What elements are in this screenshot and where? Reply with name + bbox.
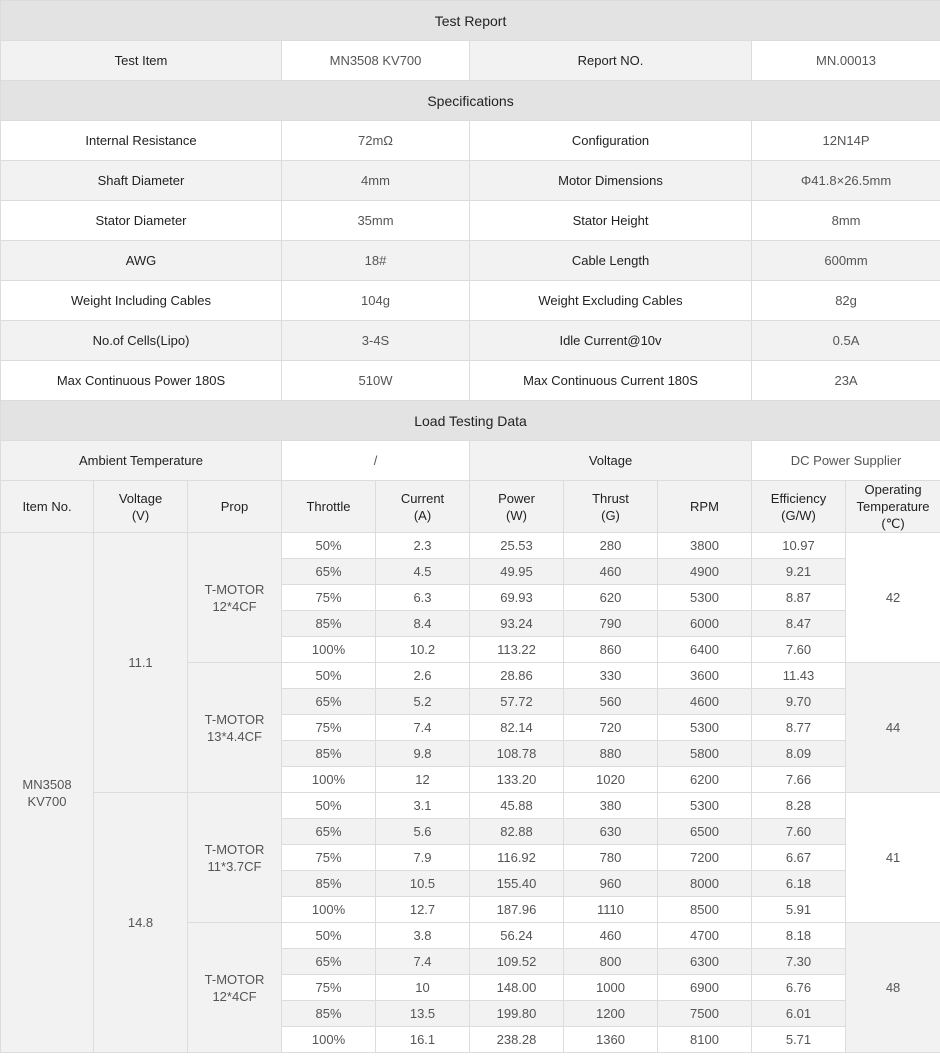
throttle-cell: 75%	[282, 845, 376, 871]
operating-temperature-cell: 44	[846, 663, 940, 793]
rpm-cell: 6300	[658, 949, 752, 975]
power-cell: 69.93	[470, 585, 564, 611]
thrust-cell: 1110	[564, 897, 658, 923]
spec-label: Weight Including Cables	[1, 281, 282, 321]
rpm-cell: 4700	[658, 923, 752, 949]
spec-label: Weight Excluding Cables	[470, 281, 752, 321]
prop-cell-line: 13*4.4CF	[207, 728, 262, 744]
specifications-title: Specifications	[1, 81, 940, 121]
spec-value: 82g	[752, 281, 940, 321]
efficiency-cell: 9.21	[752, 559, 846, 585]
rpm-cell: 5800	[658, 741, 752, 767]
efficiency-cell: 7.60	[752, 819, 846, 845]
prop-cell	[188, 663, 282, 793]
power-cell: 45.88	[470, 793, 564, 819]
power-cell: 109.52	[470, 949, 564, 975]
current-cell: 12	[376, 767, 470, 793]
header-prop: Prop	[188, 481, 282, 533]
throttle-cell: 85%	[282, 1001, 376, 1027]
thrust-cell: 880	[564, 741, 658, 767]
header-thrust-line: Thrust	[592, 490, 629, 506]
rpm-cell: 8000	[658, 871, 752, 897]
spec-label: Stator Height	[470, 201, 752, 241]
spec-label: Max Continuous Power 180S	[1, 361, 282, 401]
efficiency-cell: 8.28	[752, 793, 846, 819]
header-operating-temperature-line: Temperature	[856, 499, 930, 514]
item-no-cell	[1, 533, 94, 1053]
power-cell: 116.92	[470, 845, 564, 871]
rpm-cell: 5300	[658, 585, 752, 611]
efficiency-cell: 8.87	[752, 585, 846, 611]
header-voltage-line: (V)	[131, 507, 150, 523]
thrust-cell: 860	[564, 637, 658, 663]
thrust-cell: 960	[564, 871, 658, 897]
power-cell: 28.86	[470, 663, 564, 689]
current-cell: 2.3	[376, 533, 470, 559]
spec-value: 72mΩ	[282, 121, 470, 161]
test-report-title: Test Report	[1, 1, 940, 41]
rpm-cell: 7500	[658, 1001, 752, 1027]
spec-value: 104g	[282, 281, 470, 321]
header-operating-temperature-line: Operating	[864, 482, 922, 497]
spec-value: Φ41.8×26.5mm	[752, 161, 940, 201]
power-cell: 93.24	[470, 611, 564, 637]
header-current-line: (A)	[413, 507, 432, 523]
efficiency-cell: 8.18	[752, 923, 846, 949]
current-cell: 4.5	[376, 559, 470, 585]
throttle-cell: 65%	[282, 819, 376, 845]
header-operating-temperature	[846, 481, 940, 533]
operating-temperature-cell: 41	[846, 793, 940, 923]
spec-value: 510W	[282, 361, 470, 401]
header-power-line: Power	[498, 490, 535, 506]
table-row	[1, 121, 940, 161]
power-cell: 82.88	[470, 819, 564, 845]
thrust-cell: 630	[564, 819, 658, 845]
header-thrust-line: (G)	[601, 507, 620, 523]
spec-label: Idle Current@10v	[470, 321, 752, 361]
power-cell: 113.22	[470, 637, 564, 663]
throttle-cell: 100%	[282, 1027, 376, 1053]
table-row	[1, 361, 940, 401]
power-cell: 25.53	[470, 533, 564, 559]
thrust-cell: 560	[564, 689, 658, 715]
prop-cell-line: T-MOTOR	[204, 971, 265, 987]
ambient-temperature-value: /	[282, 441, 470, 481]
rpm-cell: 6500	[658, 819, 752, 845]
throttle-cell: 85%	[282, 611, 376, 637]
current-cell: 7.4	[376, 715, 470, 741]
spec-value: 35mm	[282, 201, 470, 241]
voltage-value: DC Power Supplier	[752, 441, 940, 481]
rpm-cell: 6200	[658, 767, 752, 793]
efficiency-cell: 6.18	[752, 871, 846, 897]
throttle-cell: 65%	[282, 949, 376, 975]
thrust-cell: 1360	[564, 1027, 658, 1053]
current-cell: 10.2	[376, 637, 470, 663]
throttle-cell: 75%	[282, 975, 376, 1001]
rpm-cell: 3800	[658, 533, 752, 559]
prop-cell-line: T-MOTOR	[204, 841, 265, 857]
rpm-cell: 6400	[658, 637, 752, 663]
current-cell: 9.8	[376, 741, 470, 767]
current-cell: 13.5	[376, 1001, 470, 1027]
efficiency-cell: 8.47	[752, 611, 846, 637]
spec-label: Stator Diameter	[1, 201, 282, 241]
power-cell: 238.28	[470, 1027, 564, 1053]
current-cell: 5.2	[376, 689, 470, 715]
efficiency-cell: 7.60	[752, 637, 846, 663]
current-cell: 5.6	[376, 819, 470, 845]
table-row	[1, 401, 940, 441]
spec-label: Configuration	[470, 121, 752, 161]
throttle-cell: 75%	[282, 585, 376, 611]
throttle-cell: 100%	[282, 897, 376, 923]
item-no-cell-line: KV700	[27, 793, 67, 809]
rpm-cell: 8100	[658, 1027, 752, 1053]
power-cell: 57.72	[470, 689, 564, 715]
rpm-cell: 4600	[658, 689, 752, 715]
prop-cell-line: 12*4CF	[212, 598, 257, 614]
header-current-line: Current	[400, 490, 445, 506]
table-row	[1, 241, 940, 281]
thrust-cell: 380	[564, 793, 658, 819]
voltage-label: Voltage	[470, 441, 752, 481]
table-row	[1, 533, 940, 559]
thrust-cell: 1000	[564, 975, 658, 1001]
spec-label: No.of Cells(Lipo)	[1, 321, 282, 361]
thrust-cell: 460	[564, 559, 658, 585]
rpm-cell: 6900	[658, 975, 752, 1001]
efficiency-cell: 8.09	[752, 741, 846, 767]
spec-value: 4mm	[282, 161, 470, 201]
ambient-temperature-label: Ambient Temperature	[1, 441, 282, 481]
efficiency-cell: 5.71	[752, 1027, 846, 1053]
table-row	[1, 321, 940, 361]
spec-label: Cable Length	[470, 241, 752, 281]
thrust-cell: 720	[564, 715, 658, 741]
current-cell: 12.7	[376, 897, 470, 923]
voltage-group-cell: 11.1	[94, 533, 188, 793]
header-efficiency-line: Efficiency	[770, 490, 827, 506]
item-no-cell-line: MN3508	[22, 776, 72, 792]
thrust-cell: 780	[564, 845, 658, 871]
current-cell: 3.1	[376, 793, 470, 819]
prop-cell-line: T-MOTOR	[204, 711, 265, 727]
thrust-cell: 1020	[564, 767, 658, 793]
prop-cell	[188, 533, 282, 663]
thrust-cell: 800	[564, 949, 658, 975]
throttle-cell: 50%	[282, 793, 376, 819]
current-cell: 2.6	[376, 663, 470, 689]
header-power-line: (W)	[506, 507, 527, 523]
rpm-cell: 4900	[658, 559, 752, 585]
throttle-cell: 75%	[282, 715, 376, 741]
thrust-cell: 460	[564, 923, 658, 949]
prop-cell-line: 12*4CF	[212, 988, 257, 1004]
header-thrust	[564, 481, 658, 533]
throttle-cell: 65%	[282, 559, 376, 585]
power-cell: 82.14	[470, 715, 564, 741]
operating-temperature-cell: 48	[846, 923, 940, 1053]
table-row	[1, 161, 940, 201]
current-cell: 6.3	[376, 585, 470, 611]
efficiency-cell: 6.01	[752, 1001, 846, 1027]
spec-value: 0.5A	[752, 321, 940, 361]
rpm-cell: 6000	[658, 611, 752, 637]
spec-value: 600mm	[752, 241, 940, 281]
thrust-cell: 280	[564, 533, 658, 559]
throttle-cell: 100%	[282, 767, 376, 793]
spec-label: AWG	[1, 241, 282, 281]
header-rpm: RPM	[658, 481, 752, 533]
header-power	[470, 481, 564, 533]
throttle-cell: 85%	[282, 741, 376, 767]
efficiency-cell: 6.67	[752, 845, 846, 871]
spec-label: Max Continuous Current 180S	[470, 361, 752, 401]
thrust-cell: 1200	[564, 1001, 658, 1027]
spec-value: 12N14P	[752, 121, 940, 161]
header-current	[376, 481, 470, 533]
current-cell: 10.5	[376, 871, 470, 897]
current-cell: 7.4	[376, 949, 470, 975]
spec-label: Internal Resistance	[1, 121, 282, 161]
throttle-cell: 50%	[282, 923, 376, 949]
spec-value: 8mm	[752, 201, 940, 241]
throttle-cell: 65%	[282, 689, 376, 715]
spec-value: 18#	[282, 241, 470, 281]
efficiency-cell: 6.76	[752, 975, 846, 1001]
power-cell: 155.40	[470, 871, 564, 897]
efficiency-cell: 5.91	[752, 897, 846, 923]
rpm-cell: 7200	[658, 845, 752, 871]
header-voltage-line: Voltage	[118, 490, 163, 506]
spec-value: 23A	[752, 361, 940, 401]
throttle-cell: 50%	[282, 533, 376, 559]
rpm-cell: 5300	[658, 715, 752, 741]
efficiency-cell: 7.30	[752, 949, 846, 975]
test-item-value: MN3508 KV700	[282, 41, 470, 81]
power-cell: 108.78	[470, 741, 564, 767]
report-no-label: Report NO.	[470, 41, 752, 81]
header-efficiency	[752, 481, 846, 533]
rpm-cell: 5300	[658, 793, 752, 819]
throttle-cell: 100%	[282, 637, 376, 663]
operating-temperature-cell: 42	[846, 533, 940, 663]
power-cell: 148.00	[470, 975, 564, 1001]
efficiency-cell: 7.66	[752, 767, 846, 793]
power-cell: 187.96	[470, 897, 564, 923]
current-cell: 16.1	[376, 1027, 470, 1053]
test-item-label: Test Item	[1, 41, 282, 81]
throttle-cell: 50%	[282, 663, 376, 689]
voltage-group-cell: 14.8	[94, 793, 188, 1053]
prop-cell-line: 11*3.7CF	[207, 858, 262, 874]
table-row	[1, 201, 940, 241]
header-item-no: Item No.	[1, 481, 94, 533]
header-operating-temperature-line: (℃)	[881, 516, 905, 531]
power-cell: 199.80	[470, 1001, 564, 1027]
header-throttle: Throttle	[282, 481, 376, 533]
current-cell: 8.4	[376, 611, 470, 637]
table-row	[1, 793, 940, 819]
table-row	[1, 281, 940, 321]
efficiency-cell: 8.77	[752, 715, 846, 741]
thrust-cell: 790	[564, 611, 658, 637]
throttle-cell: 85%	[282, 871, 376, 897]
load-testing-title: Load Testing Data	[1, 401, 940, 441]
power-cell: 133.20	[470, 767, 564, 793]
table-row	[1, 481, 940, 533]
table-row	[1, 441, 940, 481]
power-cell: 56.24	[470, 923, 564, 949]
report-no-value: MN.00013	[752, 41, 940, 81]
current-cell: 10	[376, 975, 470, 1001]
efficiency-cell: 9.70	[752, 689, 846, 715]
spec-value: 3-4S	[282, 321, 470, 361]
thrust-cell: 330	[564, 663, 658, 689]
efficiency-cell: 10.97	[752, 533, 846, 559]
power-cell: 49.95	[470, 559, 564, 585]
thrust-cell: 620	[564, 585, 658, 611]
spec-label: Motor Dimensions	[470, 161, 752, 201]
prop-cell-line: T-MOTOR	[204, 581, 265, 597]
prop-cell	[188, 923, 282, 1053]
header-efficiency-line: (G/W)	[781, 507, 816, 523]
rpm-cell: 3600	[658, 663, 752, 689]
rpm-cell: 8500	[658, 897, 752, 923]
efficiency-cell: 11.43	[752, 663, 846, 689]
prop-cell	[188, 793, 282, 923]
spec-label: Shaft Diameter	[1, 161, 282, 201]
header-voltage	[94, 481, 188, 533]
current-cell: 3.8	[376, 923, 470, 949]
current-cell: 7.9	[376, 845, 470, 871]
